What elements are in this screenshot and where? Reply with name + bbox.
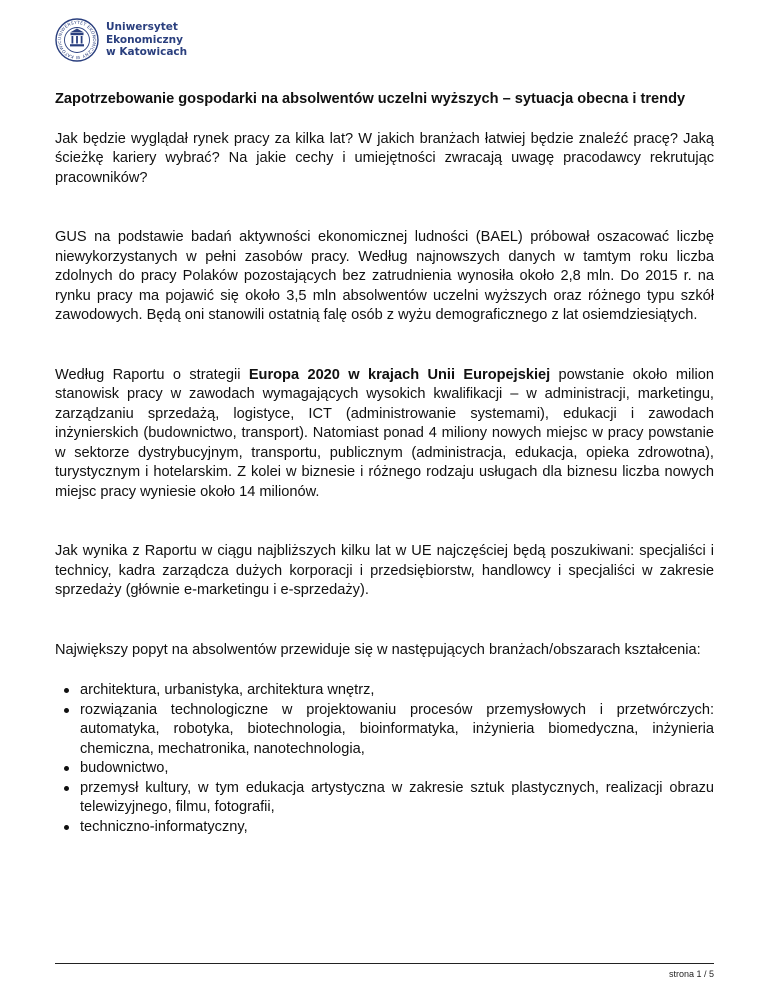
footer-divider — [55, 963, 714, 964]
page-number: strona 1 / 5 — [668, 969, 714, 979]
report-text-before: Według Raportu o strategii — [55, 366, 249, 383]
list-item: przemysł kultury, w tym edukacja artystyczna w zakresie sztuk plastycznych, realizacji obrazu telewizyjnego, filmu, fotografii, — [80, 779, 714, 818]
list-item: budownictwo, — [80, 759, 714, 779]
demand-areas-list — [55, 681, 714, 837]
document-title: Zapotrzebowanie gospodarki na absolwentów uczelni wyższych – sytuacja obecna i trendy — [55, 91, 686, 107]
logo-line-1: Uniwersytet — [106, 21, 178, 34]
university-logo — [55, 18, 187, 62]
logo-line-3: w Katowicach — [106, 46, 188, 59]
list-item: architektura, urbanistyka, architektura wnętrz, — [80, 681, 714, 701]
logo-line-2: Ekonomiczny — [106, 33, 183, 46]
document-body — [55, 90, 714, 837]
report-strategy-title: Europa 2020 w krajach Unii Europejskiej — [248, 366, 551, 383]
svg-text:UNIWERSYTET EKONOMICZNY W KATO: UNIWERSYTET EKONOMICZNY W KATOWIC — [57, 20, 97, 60]
intro-paragraph: Jak będzie wyglądał rynek pracy za kilka lat? W jakich branżach łatwiej będzie znaleźć pracę? Jaką ścieżkę kariery wybrać? Na jakie cechy i umiejętności zwracają uwagę pracodawcy rekrutując pracowników? — [55, 130, 714, 186]
demand-paragraph: Największy popyt na absolwentów przewiduje się w następujących branżach/obszarach kształcenia: — [55, 641, 701, 658]
report-text-after: powstanie około milion stanowisk pracy w zawodach wymagających wysokich kwalifikacji – w administracji, marketingu, zarządzaniu sprzedażą, logistyce, ICT (administrowanie systemami), edukacji i zawodach inżynierskich (budownictwo, transport). Natomiast ponad 4 miliony nowych miejsc w pracy powstanie w sektorze dystrybucyjnym, transportu, publicznym (administracja, edukacja, opieka zdrowotna), turystycznym i hotelarskim. Z kolei w biznesie i różnego rodzaju usługach dla biznesu liczba nowych miejsc pracy wyniesie około 14 milionów. — [55, 366, 714, 500]
list-item: rozwiązania technologiczne w projektowaniu procesów przemysłowych i przetwórczych: automatyka, robotyka, biotechnologia, bioinformatyka, inżynieria biomedyczna, inżynieria chemiczna, mechatronika, nanotechnologia, — [80, 701, 714, 760]
university-seal-icon — [55, 18, 99, 62]
gus-paragraph: GUS na podstawie badań aktywności ekonomicznej ludności (BAEL) próbował oszacować liczbę niewykorzystanych w pełni zasobów pracy. Według najnowszych danych w tamtym roku liczba zdolnych do pracy Polaków pozostających bez zatrudnienia wynosiła około 2,8 mln. Do 2015 r. na rynku pracy ma pojawić się około 3,5 mln absolwentów uczelni wyższych oraz różnego typu szkół zawodowych. Będą oni stanowili ostatnią falę osób z wyżu demograficznego z lat osiemdziesiątych. — [55, 229, 714, 323]
report-paragraph — [55, 366, 714, 503]
logo-wordmark — [106, 21, 187, 59]
wanted-specialists-paragraph: Jak wynika z Raportu w ciągu najbliższych kilku lat w UE najczęściej będą poszukiwani: specjaliści i technicy, kadra zarządcza dużych korporacji i przedsiębiorstw, handlowcy i specjaliści w zakresie sprzedaży (głównie e-marketingu i e-sprzedaży). — [55, 543, 714, 598]
list-item: techniczno-informatyczny, — [80, 818, 714, 838]
